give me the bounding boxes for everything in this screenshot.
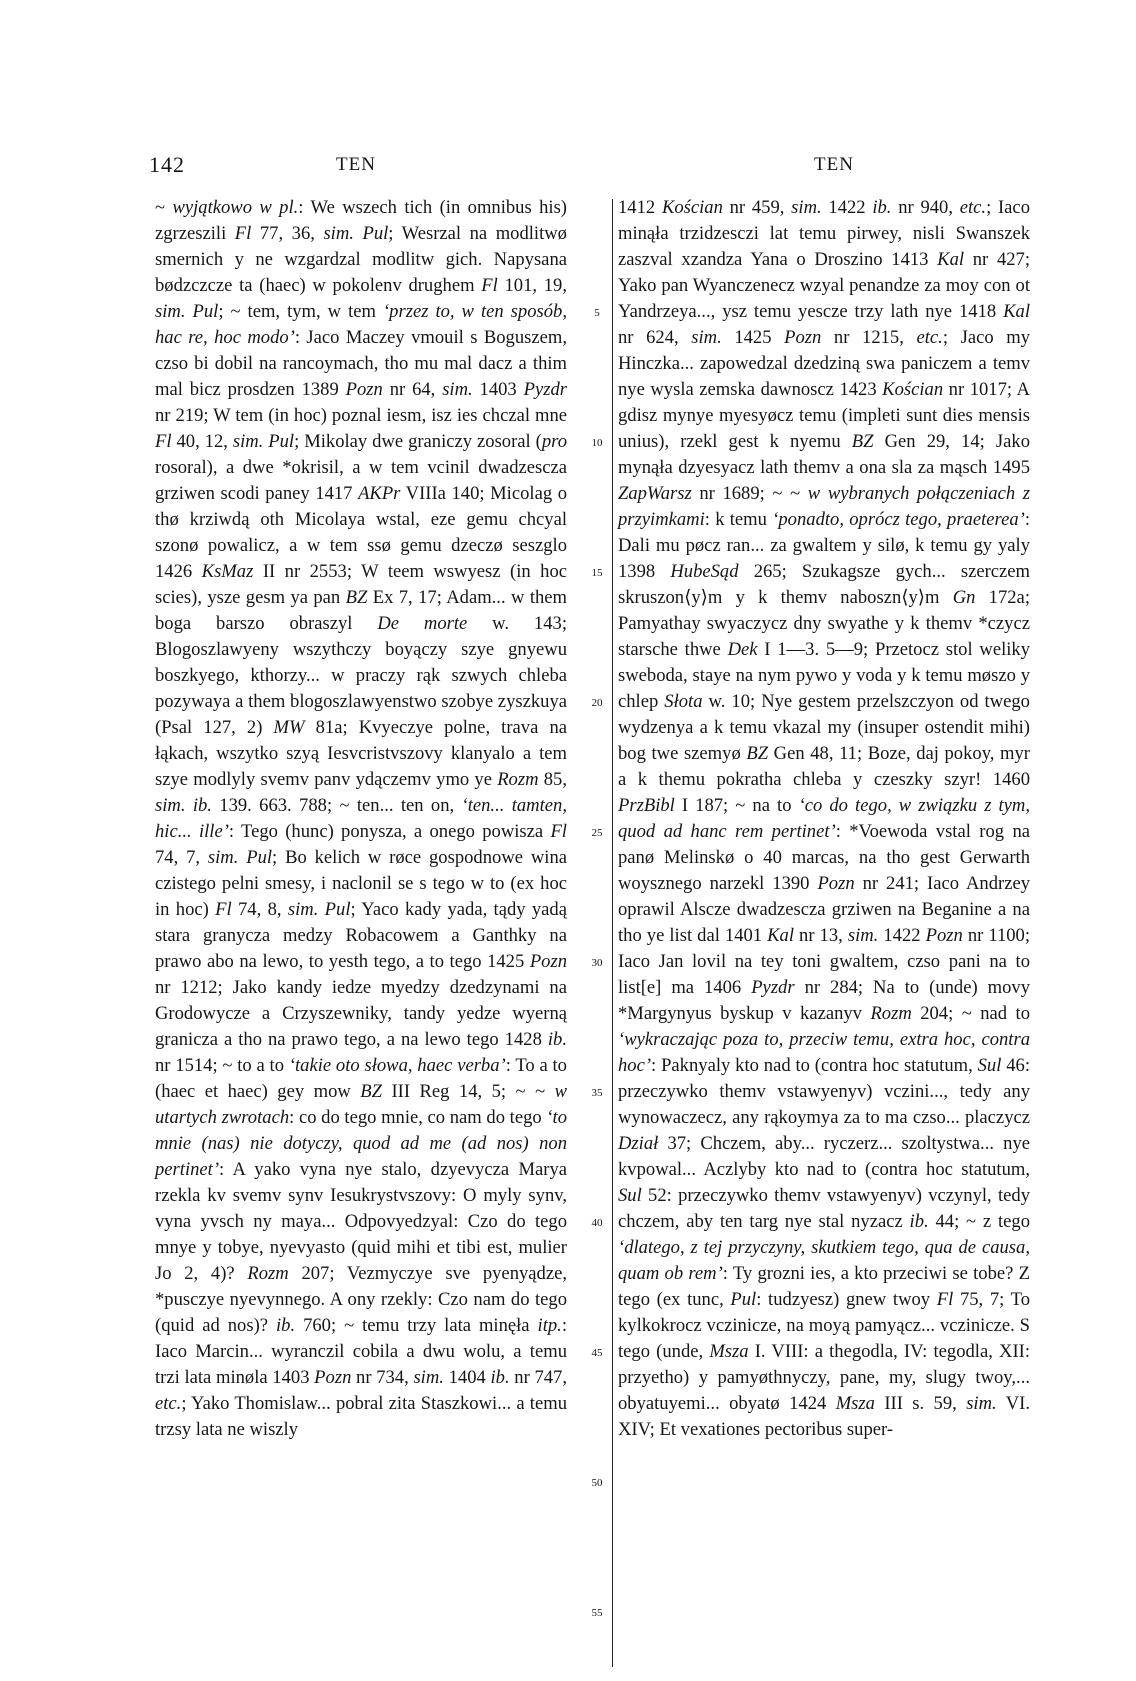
line-number: 20: [591, 697, 603, 709]
left-column-text: ~ wyjątkowo w pl.: We wszech tich (in omnibus his) zgrzeszili Fl 77, 36, sim. Pul; Wesrzal na modlitwø smernich y ne wzgardzal modlitw gich. Napysana bødzczcze ta (haec) w pokolenv drughem Fl 101, 19, sim. Pul; ~ tem, tym, w tem ‘przez to, w ten sposób, hac re, hoc modo’: Jaco Maczey vmouil s Boguszem, czso bi dobil na rancoymach, tho mu mal dacz a thim mal bicz prosdzen 1389 Pozn nr 64, sim. 1403 Pyzdr nr 219; W tem (in hoc) poznal iesm, isz ies chczal mne Fl 40, 12, sim. Pul; Mikolay dwe graniczy zosoral (pro rosoral), a dwe *okrisil, a w tem vcinil dwadzescza grziwen scodi paney 1417 AKPr VIIIa 140; Micolag o thø krziwdą oth Micolaya wstal, eze gemu chcyal szonø powalicz, a w tem ssø gemu dzeczø seszglo 1426 KsMaz II nr 2553; W teem wswyesz (in hoc scies), ysze gesm ya pan BZ Ex 7, 17; Adam... w them boga barszo obraszyl De morte w. 143; Blogoszlawyeny wszythczy boyączy szye gnyewu boszkyego, kthorzy... w praczy rąk szwych chleba pozywaya a them blogoszlawyenstwo szobye zyszkuya (Psal 127, 2) MW 81a; Kvyeczye polne, trava na łąkach, wszytko szyą Iesvcristvszovy klanyalo a tem szye modlyly svemv panv ydączemv ymo ye Rozm 85, sim. ib. 139. 663. 788; ~ ten... ten on, ‘ten... tamten, hic... ille’: Tego (hunc) ponysza, a onego powisza Fl 74, 7, sim. Pul; Bo kelich w røce gospodnowe wina czistego pelni smesy, i naclonil se s tego w to (ex hoc in hoc) Fl 74, 8, sim. Pul; Yaco kady yada, tądy yadą stara granycza medzy Robacowem a Ganthky na prawo abo na lewo, to yesth tego, a to tego 1425 Pozn nr 1212; Jako kandy iedze myedzy dzedzynami na Grodowycze a Crzyszewniky, tandy yedze wyerną granicza a tho na prawo tego, a na lewo tego 1428 ib. nr 1514; ~ to a to ‘takie oto słowa, haec verba’: To a to (haec et haec) gey mow BZ III Reg 14, 5; ~ ~ w utartych zwrotach: co do tego mnie, co nam do tego ‘to mnie (nas) nie dotyczy, quod ad me (ad nos) non pertinet’: A yako vyna nye stalo, dzyevycza Marya rzekla kv svemv synv Iesukrystvszovy: O myly synv, vyna yvsch ny maya... Odpovyedzyal: Czo do tego mnye y tobye, nyevyasto (quid mihi et tibi est, mulier Jo 2, 4)? Rozm 207; Vezmyczye sve pyenyądze, *pusczye nyevynnego. A ony rzekly: Czo nam do tego (quid ad nos)? ib. 760; ~ temu trzy lata minęła itp.: Iaco Marcin... wyranczil cobila a dwu wolu, a temu trzi lata minøla 1403 Pozn nr 734, sim. 1404 ib. nr 747, etc.; Yako Thomislaw... pobral zita Staszkowi... a temu trzsy lata ne wiszly: [155, 197, 568, 1440]
line-number: 50: [591, 1477, 603, 1489]
running-head-left: TEN: [336, 154, 376, 175]
line-number: 40: [591, 1217, 603, 1229]
left-column: [155, 195, 567, 1443]
right-column-text: 1412 Kościan nr 459, sim. 1422 ib. nr 940, etc.; Iaco minąła trzidzesczi lat temu pirwey, nisli Swanszek zaszval xzandza Yana o Droszino 1413 Kal nr 427; Yako pan Wyanczenecz wzyal penandze za moy con ot Yandrzeya..., ysz temu yescze trzy lath nye 1418 Kal nr 624, sim. 1425 Pozn nr 1215, etc.; Jaco my Hinczka... zapowedzal dzedziną swa paniczem a temv nye wysla zemska dawnoscz 1423 Kościan nr 1017; A gdisz mynye myesyøcz temu (impleti sunt dies mensis unius), rzekl gest k nyemu BZ Gen 29, 14; Jako mynąła dzyesyacz lath themv a ona sla za mąsch 1495 ZapWarsz nr 1689; ~ ~ w wybranych połączeniach z przyimkami: k temu ‘ponadto, oprócz tego, praeterea’: Dali mu pøcz ran... za gwaltem y silø, k temu gy yaly 1398 HubeSąd 265; Szukagsze gych... szerczem skruszon⟨y⟩m y k themv naboszn⟨y⟩m Gn 172a; Pamyathay swyaczycz dny swyathe y k themv *czycz starsche thwe Dek I 1—3. 5—9; Przetocz stol weliky sweboda, staye na nym pywo y voda y k temu møszo y chlep Słota w. 10; Nye gestem przelszczyon od twego wydzenya a k temu vkazal my (insuper ostendit mihi) bog twe szemyø BZ Gen 48, 11; Boze, daj pokoy, myr a k themu pokratha chleba y czeszky szyr! 1460 PrzBibl I 187; ~ na to ‘co do tego, w związku z tym, quod ad hanc rem pertinet’: *Voewoda vstal rog na panø Melinskø o 40 marcas, na tho gest Gerwarth woysznego narzekl 1390 Pozn nr 241; Iaco Andrzey oprawil Alscze dwadzescza grziwen na Beganine a na tho ye list dal 1401 Kal nr 13, sim. 1422 Pozn nr 1100; Iaco Jan lovil na tey toni gwaltem, czso pani na to list[e] ma 1406 Pyzdr nr 284; Na to (unde) movy *Margynyus byskup v kazanyv Rozm 204; ~ nad to ‘wykraczając poza to, przeciw temu, extra hoc, contra hoc’: Paknyaly kto nad to (contra hoc statutum, Sul 46: przeczywko themv vstawyenyv) vczini..., tedy any wynowaczecz, any rąkoymya za to ma czso... placzycz Dział 37; Chczem, aby... ryczerz... szoltystwa... nye kvpowal... Aczlyby kto nad to (contra hoc statutum, Sul 52: przeczywko themv vstawyenyv) vczynyl, tedy chczem, aby ten targ nye stal nyzacz ib. 44; ~ z tego ‘dlatego, z tej przyczyny, skutkiem tego, qua de causa, quam ob rem’: Ty grozni ies, a kto przeciwi se tobe? Z tego (ex tunc, Pul: tudzyesz) gnew twoy Fl 75, 7; To kylkokrocz vczinicze, na moyą pamyącz... vczinicze. S tego (unde, Msza I. VIII: a thegodla, IV: tegodla, XII: przyetho) y pamyøthnyczy, pane, my, slugy twoy,... obyatuyemi... obyatø 1424 Msza III s. 59, sim. VI. XIV; Et vexationes pectoribus super-: [618, 197, 1031, 1440]
line-number: 15: [591, 567, 603, 579]
line-number: 55: [591, 1607, 603, 1619]
line-number: 5: [594, 307, 600, 319]
line-number: 30: [591, 957, 603, 969]
column-divider: [612, 199, 613, 1667]
line-number: 35: [591, 1087, 603, 1099]
right-column: [618, 195, 1030, 1443]
running-head-right: TEN: [814, 154, 854, 175]
line-number: 45: [591, 1347, 603, 1359]
line-number: 25: [591, 827, 603, 839]
running-header: [0, 150, 1136, 184]
line-number: 10: [591, 437, 603, 449]
page-number: 142: [149, 152, 185, 177]
